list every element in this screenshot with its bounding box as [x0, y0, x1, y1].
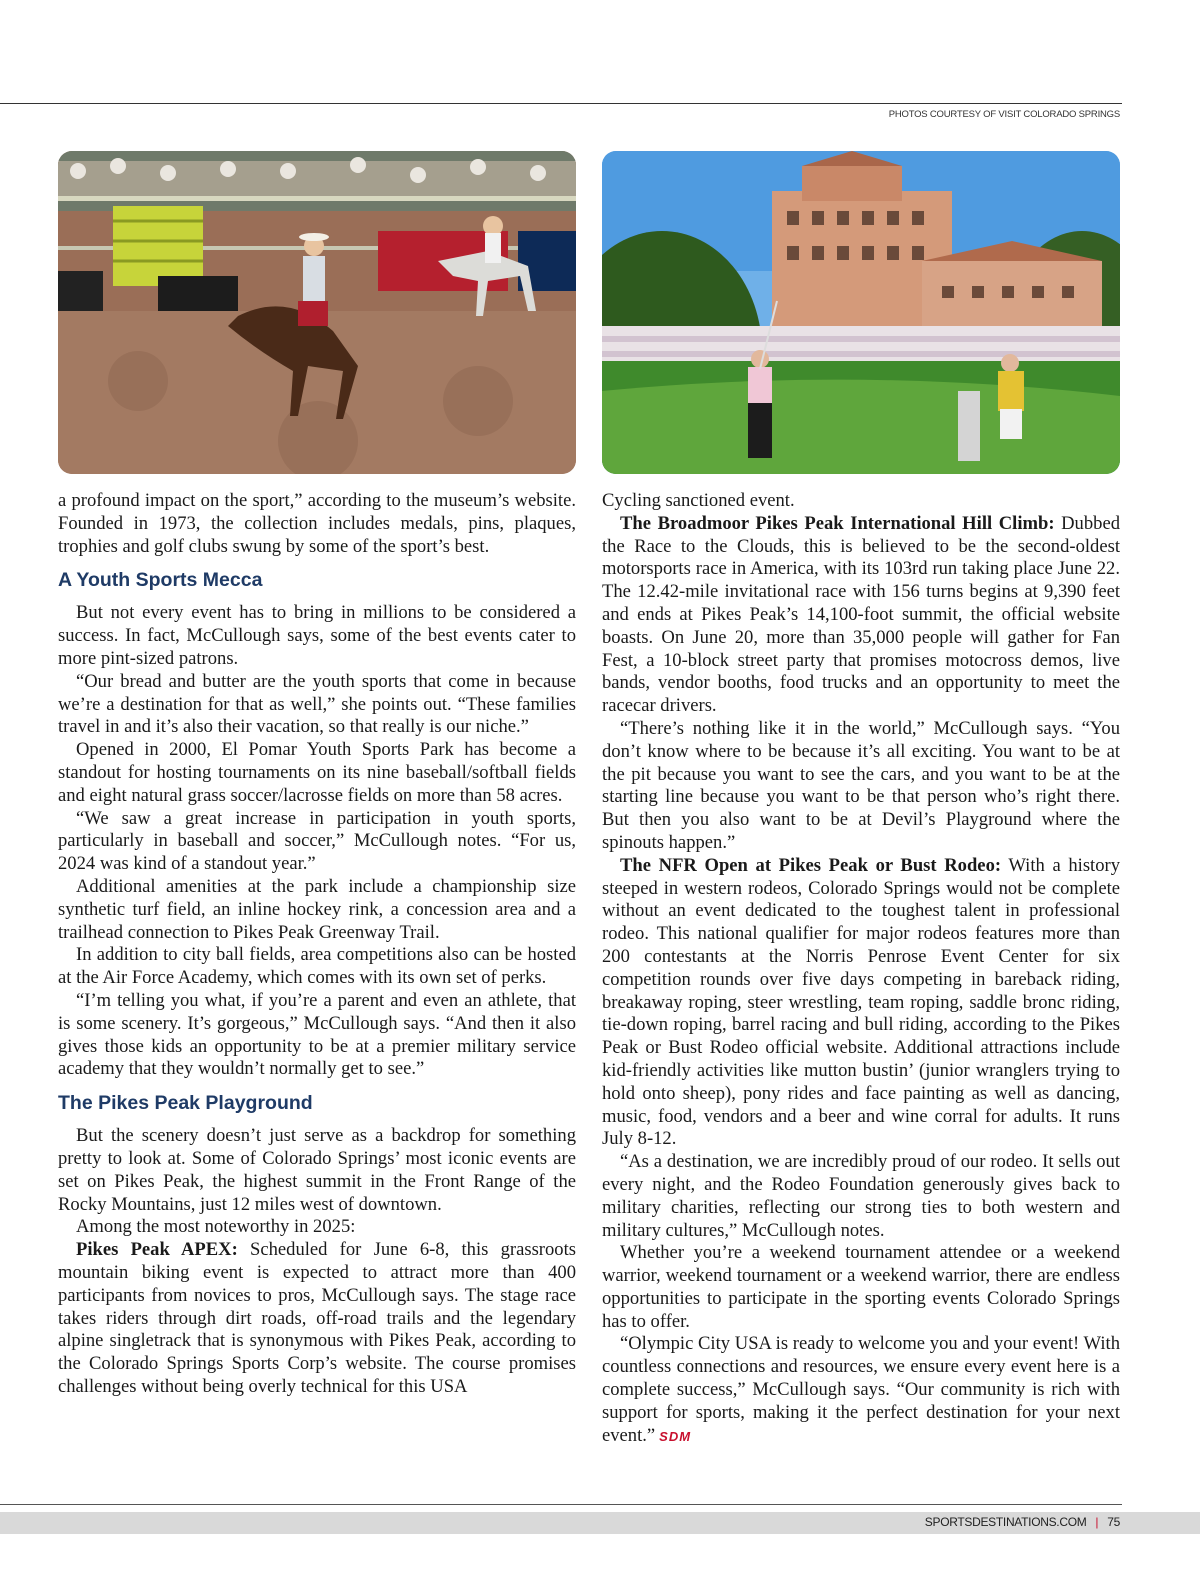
- sdm-end-mark: SDM: [659, 1428, 692, 1444]
- paragraph: “Our bread and butter are the youth sports that come in because we’re a destination for that as well,” she points out. “These families travel in and it’s also their vacation, so that really is our niche.”: [58, 670, 576, 738]
- paragraph-rodeo: [602, 855, 1120, 1151]
- paragraph-apex: [58, 1239, 576, 1399]
- paragraph-closing: [602, 1333, 1120, 1448]
- footer: [925, 1515, 1120, 1529]
- event-name-rodeo: The NFR Open at Pikes Peak or Bust Rodeo:: [620, 854, 1002, 876]
- paragraph-text: “Olympic City USA is ready to welcome you and your event! With countless connections and resources, we ensure every event here is a complete success,” McCullough says. “Our community is rich with support for sports, making it the perfect destination for your next event.”: [602, 1333, 1120, 1446]
- golf-illustration: [602, 151, 1120, 474]
- paragraph: Additional amenities at the park include a championship size synthetic turf field, an inline hockey rink, a concession area and a trailhead connection to Pikes Peak Greenway Trail.: [58, 875, 576, 943]
- right-column: [602, 490, 1120, 1448]
- paragraph-hill-climb: [602, 513, 1120, 718]
- left-column: [58, 490, 576, 1399]
- paragraph: But the scenery doesn’t just serve as a backdrop for something pretty to look at. Some of Colorado Springs’ most iconic events are set on Pikes Peak, the highest summit in the Front Range of the Rocky Mountains, just 12 miles west of downtown.: [58, 1125, 576, 1215]
- rodeo-photo: [58, 151, 576, 474]
- section-heading-youth-sports: A Youth Sports Mecca: [58, 569, 263, 592]
- top-rule: [0, 103, 1122, 104]
- paragraph: “As a destination, we are incredibly proud of our rodeo. It sells out every night, and the Rodeo Foundation generously gives back to military charities, reflecting our strong ties to both western and military cultures,” McCullough notes.: [602, 1151, 1120, 1241]
- paragraph: “We saw a great increase in participation in youth sports, particularly in baseball and soccer,” McCullough notes. “For us, 2024 was kind of a standout year.”: [58, 807, 576, 875]
- paragraph: In addition to city ball fields, area competitions also can be hosted at the Air Force Academy, which comes with its own set of perks.: [58, 944, 576, 989]
- rodeo-illustration: [58, 151, 576, 474]
- event-name-hill-climb: The Broadmoor Pikes Peak International Hill Climb:: [620, 512, 1055, 534]
- golf-photo: [602, 151, 1120, 474]
- paragraph-text: Scheduled for June 6-8, this grassroots mountain biking event is expected to attract more than 400 participants from novices to pros, McCullough says. The stage race takes riders through dirt roads, off-road trails and the legendary alpine singletrack that is synonymous with Pikes Peak, according to the Colorado Springs Sports Corp’s website. The course promises challenges without being overly technical for this USA: [58, 1239, 576, 1397]
- paragraph-text: Dubbed the Race to the Clouds, this is believed to be the second-oldest motorsports race in America, with its 103rd run taking place June 22. The 12.42-mile invitational race with 156 turns begins at 9,390 feet and ends at Pikes Peak’s 14,100-foot summit, the official website boasts. On June 20, more than 35,000 people will gather for Fan Fest, a 10-block street party that promises motocross demos, live bands, vendor booths, food trucks and an opportunity to meet the racecar drivers.: [602, 512, 1120, 717]
- page-number: 75: [1107, 1515, 1120, 1529]
- footer-site: SPORTSDESTINATIONS.COM: [924, 1515, 1087, 1529]
- section-heading-pikes-peak: The Pikes Peak Playground: [58, 1092, 313, 1115]
- paragraph-text: With a history steeped in western rodeos, Colorado Springs would not be complete without an event dedicated to the toughest talent in professional rodeo. This national qualifier for major rodeos features more than 200 contestants at the Norris Penrose Event Center for six competition rounds over five days competing in bareback riding, breakaway roping, steer wrestling, team roping, saddle bronc riding, tie-down roping, barrel racing and bull riding, according to the Pikes Peak or Bust Rodeo official website. Additional attractions include kid-friendly activities like mutton bustin’ (junior wranglers trying to hold onto sheep), pony rides and face painting as well as dancing, music, food, vendors and a beer and wine corral for adults. It runs July 8-12.: [602, 854, 1121, 1150]
- event-name-apex: Pikes Peak APEX:: [76, 1239, 238, 1261]
- paragraph: a profound impact on the sport,” according to the museum’s website. Founded in 1973, the collection includes medals, pins, plaques, trophies and golf clubs swung by some of the sport’s best.: [58, 490, 576, 557]
- paragraph: “There’s nothing like it in the world,” McCullough says. “You don’t know where to be because it’s all exciting. You want to be at the pit because you want to see the cars, and you want to be at the starting line because you want to be that person who’s right there. But then you also want to be at Devil’s Playground where the spinouts happen.”: [602, 717, 1120, 853]
- footer-rule: [0, 1504, 1122, 1505]
- paragraph: Cycling sanctioned event.: [602, 490, 795, 511]
- paragraph: Opened in 2000, El Pomar Youth Sports Park has become a standout for hosting tournaments on its nine baseball/softball fields and eight natural grass soccer/lacrosse fields on more than 58 acres.: [58, 739, 576, 806]
- footer-separator: |: [1095, 1515, 1099, 1529]
- paragraph: “I’m telling you what, if you’re a parent and even an athlete, that is some scenery. It’s gorgeous,” McCullough says. “And then it also gives those kids an opportunity to be at a premier military service academy that they wouldn’t normally get to see.”: [58, 989, 576, 1080]
- paragraph: Whether you’re a weekend tournament attendee or a weekend warrior, weekend tournament or a weekend warrior, there are endless opportunities to participate in the sporting events Colorado Springs has to offer.: [602, 1242, 1120, 1332]
- paragraph: Among the most noteworthy in 2025:: [76, 1216, 356, 1238]
- paragraph: But not every event has to bring in millions to be considered a success. In fact, McCullough says, some of the best events cater to more pint-sized patrons.: [58, 602, 576, 669]
- photo-credit: PHOTOS COURTESY OF VISIT COLORADO SPRINGS: [888, 109, 1120, 120]
